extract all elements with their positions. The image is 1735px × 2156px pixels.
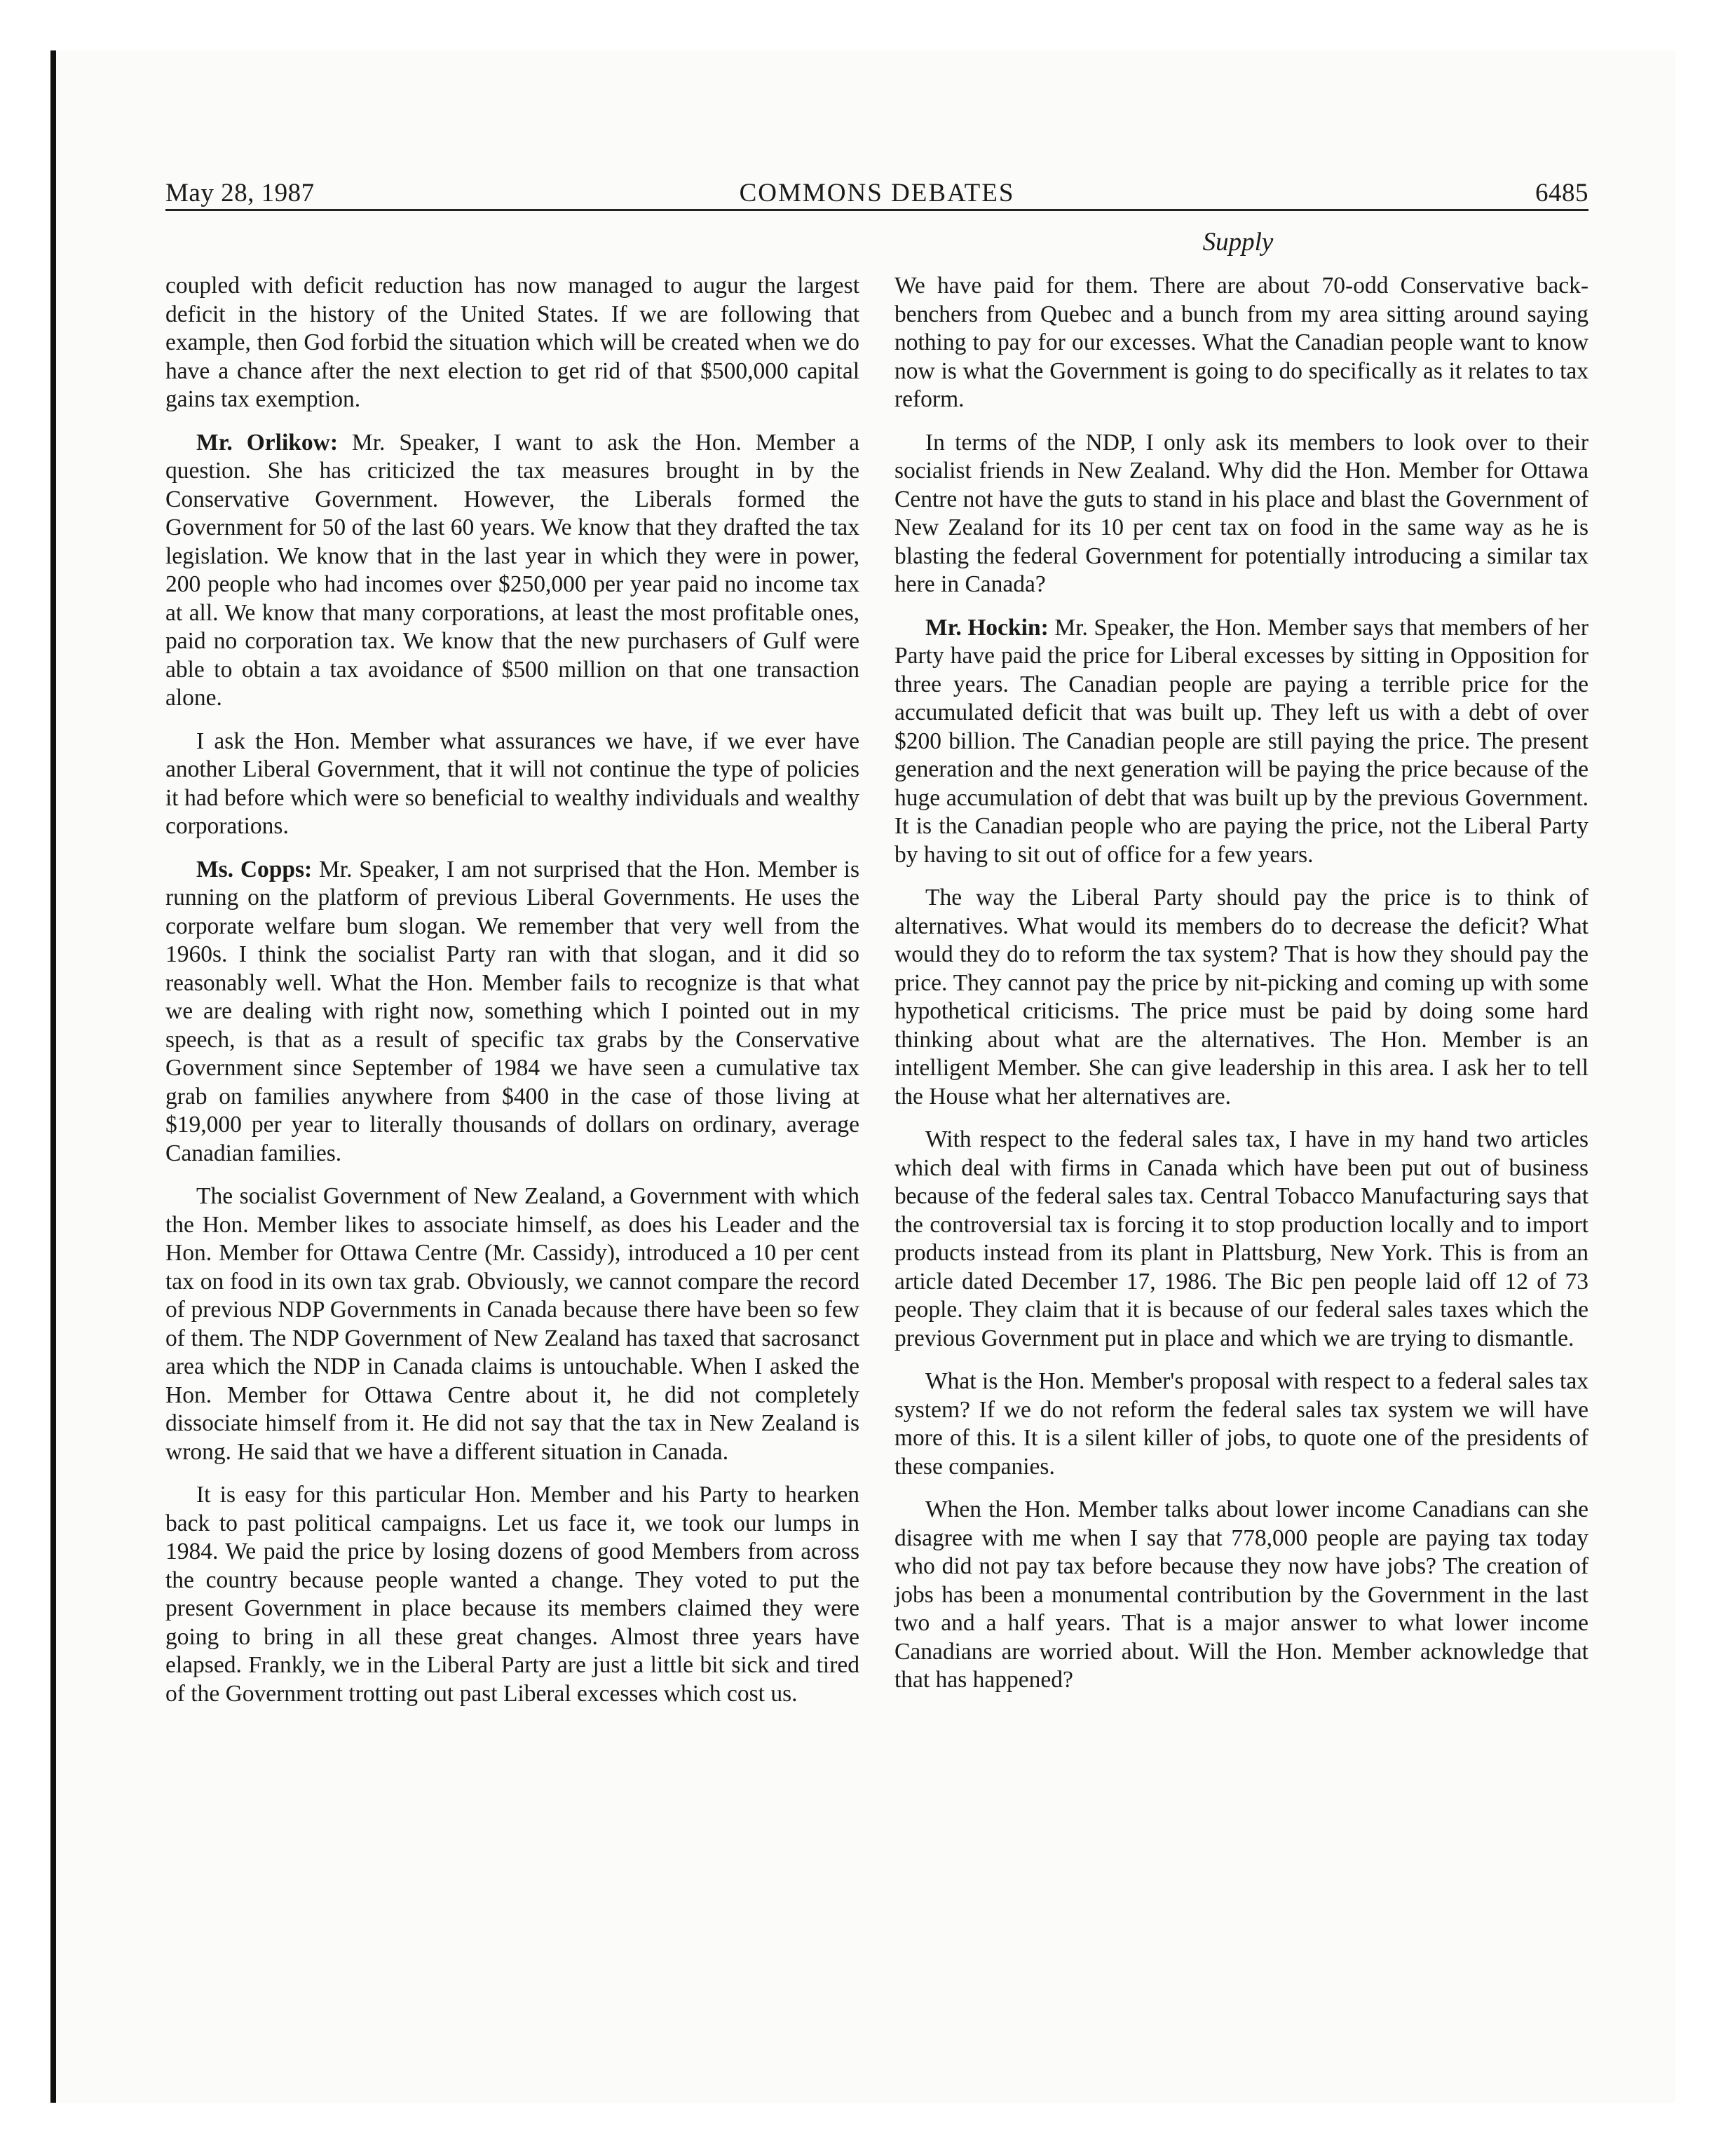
- left-column: [165, 272, 859, 1723]
- paragraph-text: Mr. Speaker, I want to ask the Hon. Member a question. She has criticized the tax measures brought in by the Conservative Government. However, the Liberals formed the Government for 50 of the last 60 years. We know that they drafted the tax legislation. We know that in the last year in which they were in power, 200 people who had incomes over $250,000 per year paid no income tax at all. We know that many corporations, at least the most profitable ones, paid no corporation tax. We know that the new purchasers of Gulf were able to obtain a tax avoidance of $500 million on that one transaction alone.: [165, 429, 859, 711]
- section-title: Supply: [1202, 228, 1274, 257]
- paragraph: [894, 429, 1588, 599]
- paragraph: [894, 1496, 1588, 1695]
- paragraph: [894, 1126, 1588, 1353]
- paragraph-text: When the Hon. Member talks about lower income Canadians can she disagree with me when I say that 778,000 people are paying tax today who did not pay tax before because they now have jobs? The creation of jobs has been a monumental contribution by the Government in the last two and a half years. That is a major answer to what lower income Canadians are worried about. Will the Hon. Member acknowledge that that has happened?: [894, 1496, 1588, 1693]
- paragraph-text: With respect to the federal sales tax, I have in my hand two articles which deal with firms in Canada which have been put out of business because of the federal sales tax. Central Tobacco Manufacturing says that the controversial tax is forcing it to stop production locally and to import products instead from its plant in Plattsburg, New York. This is from an article dated December 17, 1986. The Bic pen people laid off 12 of 73 people. They claim that it is because of our federal sales taxes which the previous Government put in place and which we are trying to dismantle.: [894, 1126, 1588, 1351]
- paragraph: [165, 1182, 859, 1466]
- paragraph: [165, 728, 859, 841]
- header-page-number: 6485: [1535, 179, 1588, 207]
- paragraph: [165, 1481, 859, 1708]
- paragraph-text: The way the Liberal Party should pay the price is to think of alternatives. What would its members do to decrease the deficit? What would they do to reform the tax system? That is how they should pay the price. They cannot pay the price by nit-picking and coming up with some hypothetical criticisms. The price must be paid by doing some hard thinking about what are the alternatives. The Hon. Member is an intelligent Member. She can give leadership in this area. I ask her to tell the House what her alternatives are.: [894, 885, 1588, 1110]
- paragraph-text: What is the Hon. Member's proposal with respect to a federal sales tax system? If we do not reform the federal sales tax system we will have more of this. It is a silent killer of jobs, to quote one of the presidents of these companies.: [894, 1368, 1588, 1480]
- paragraph: [165, 856, 859, 1168]
- paragraph-text: Mr. Speaker, I am not surprised that the Hon. Member is running on the platform of previous Liberal Governments. He uses the corporate welfare bum slogan. We remember that very well from the 1960s. I think the socialist Party ran with that slogan, and it did so reasonably well. What the Hon. Member fails to recognize is that what we are dealing with right now, something which I pointed out in my speech, is that as a result of specific tax grabs by the Conservative Government since September of 1984 we have seen a cumulative tax grab on families anywhere from $400 in the case of those living at $19,000 per year to literally thousands of dollars on ordinary, average Canadian families.: [165, 856, 859, 1166]
- paragraph: [894, 884, 1588, 1111]
- speaker-name: Mr. Hockin:: [925, 614, 1049, 641]
- page-header: [165, 175, 1588, 209]
- paragraph-text: It is easy for this particular Hon. Member and his Party to hearken back to past political campaigns. Let us face it, we took our lumps in 1984. We paid the price by losing dozens of good Members from across the country because people wanted a change. They voted to put the present Government in place because its members claimed they were going to bring in all these great changes. Almost three years have elapsed. Frankly, we in the Liberal Party are just a little bit sick and tired of the Government trotting out past Liberal excesses which cost us.: [165, 1482, 859, 1707]
- paragraph-text: coupled with deficit reduction has now managed to augur the largest deficit in the history of the United States. If we are following that example, then God forbid the situation which will be created when we do have a chance after the next election to get rid of that $500,000 capital gains tax exemption.: [165, 273, 859, 412]
- scan-border: [50, 50, 56, 2103]
- speaker-name: Ms. Copps:: [196, 856, 313, 882]
- right-column: [894, 272, 1588, 1710]
- header-title: COMMONS DEBATES: [739, 179, 1015, 207]
- paragraph: [165, 429, 859, 713]
- paragraph-text: The socialist Government of New Zealand, a Government with which the Hon. Member likes to associate himself, as does his Leader and the Hon. Member for Ottawa Centre (Mr. Cassidy), introduced a 10 per cent tax on food in its own tax grab. Obviously, we cannot compare the record of previous NDP Governments in Canada because there have been so few of them. The NDP Government of New Zealand has taxed that sacrosanct area which the NDP in Canada claims is untouchable. When I asked the Hon. Member for Ottawa Centre about it, he did not completely dissociate himself from it. He did not say that the tax in New Zealand is wrong. He said that we have a different situation in Canada.: [165, 1183, 859, 1465]
- paragraph-text: Mr. Speaker, the Hon. Member says that members of her Party have paid the price for Liberal excesses by sitting in Opposition for three years. The Canadian people are paying a terrible price for the accumulated deficit that was built up. They left us with a debt of over $200 billion. The Canadian people are still paying the price. The present generation and the next generation will be paying the price because of the huge accumulation of debt that was built up by the previous Government. It is the Canadian people who are paying the price, not the Liberal Party by having to sit out of office for a few years.: [894, 614, 1589, 868]
- paragraph-text: In terms of the NDP, I only ask its members to look over to their socialist friends in New Zealand. Why did the Hon. Member for Ottawa Centre not have the guts to stand in his place and blast the Government of New Zealand for its 10 per cent tax on food in the same way as he is blasting the federal Government for potentially introducing a similar tax here in Canada?: [894, 429, 1588, 597]
- header-rule: [165, 209, 1588, 211]
- header-date: May 28, 1987: [165, 179, 315, 207]
- speaker-name: Mr. Orlikow:: [196, 429, 338, 456]
- paragraph-text: We have paid for them. There are about 70-odd Conservative back-benchers from Quebec and a bunch from my area sitting around saying nothing to pay for our excesses. What the Canadian people want to know now is what the Government is going to do specifically as it relates to tax reform.: [894, 273, 1588, 412]
- paragraph: [894, 614, 1588, 870]
- paragraph: [894, 272, 1588, 414]
- paragraph: [165, 272, 859, 414]
- paragraph-text: I ask the Hon. Member what assurances we have, if we ever have another Liberal Government, that it will not continue the type of policies it had before which were so beneficial to wealthy individuals and wealthy corporations.: [165, 728, 859, 839]
- paragraph: [894, 1367, 1588, 1481]
